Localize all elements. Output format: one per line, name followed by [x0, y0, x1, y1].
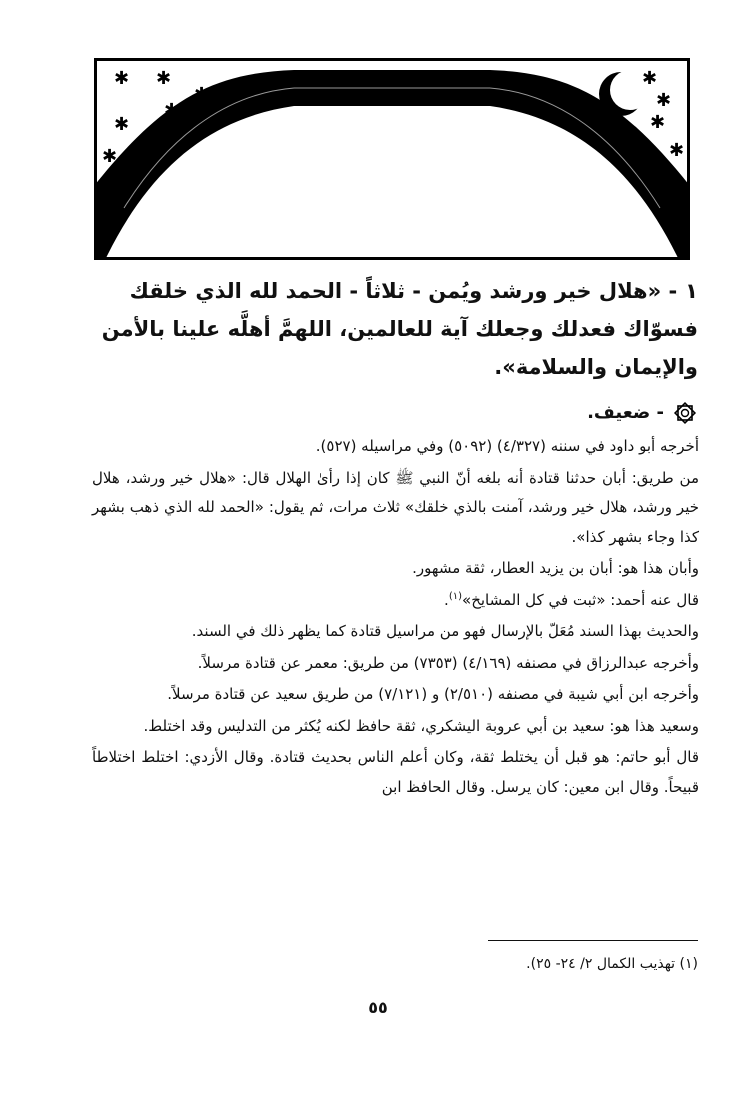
paragraph: من طريق: أبان حدثنا قتادة أنه بلغه أنّ النبي ﷺ كان إذا رأىٰ الهلال قال: «هلال خير ورشد، هلال خير ورشد، هلال خير ورشد، آمنت بالذي خلقك» ثلاث مرات، ثم يقول: «الحمد لله الذي ذهب بشهر كذا وجاء بشهر كذا». [92, 468, 699, 546]
grading-line [80, 398, 698, 428]
svg-text:✱: ✱ [114, 114, 130, 135]
octagram-marker-icon [672, 400, 698, 426]
paragraph: والحديث بهذا السند مُعَلّ بالإرسال فهو من مراسيل قتادة كما يظهر ذلك في السند. [191, 622, 699, 640]
svg-text:✱: ✱ [642, 68, 658, 89]
svg-text:✱: ✱ [102, 146, 118, 167]
footnote-marker: (١) [679, 956, 698, 972]
paragraph: وسعيد هذا هو: سعيد بن أبي عروبة اليشكري، ثقة حافظ لكنه يُكثر من التدليس وقد اختلط. [143, 716, 699, 735]
svg-text:✱: ✱ [164, 100, 180, 121]
paragraph: وأخرجه ابن أبي شيبة في مصنفه (٢/٥١٠) و (٧/١٢١) من طريق سعيد عن قتادة مرسلاً. [167, 685, 699, 703]
svg-text:✱: ✱ [194, 84, 210, 105]
svg-text:✱: ✱ [669, 140, 685, 161]
header-ornament [94, 58, 690, 260]
quote-text: قال عنه أحمد: «ثبت في كل المشايخ» [462, 590, 699, 609]
grading-label: - ضعيف. [587, 402, 664, 423]
svg-text:✱: ✱ [114, 68, 130, 89]
commentary [92, 432, 699, 802]
paragraph: وأخرجه عبدالرزاق في مصنفه (٤/١٦٩) (٧٣٥٣) من طريق: معمر عن قتادة مرسلاً. [197, 653, 699, 672]
paragraph: أخرجه أبو داود في سننه (٤/٣٢٧) (٥٠٩٢) وفي مراسيله (٥٢٧). [315, 437, 699, 455]
svg-text:✱: ✱ [650, 112, 666, 133]
paragraph: وأبان هذا هو: أبان بن يزيد العطار، ثقة مشهور. [412, 559, 699, 577]
footnote [300, 950, 698, 978]
svg-text:✱: ✱ [656, 90, 672, 111]
hadith-number: ١ [685, 279, 698, 303]
quote-end: . [444, 590, 449, 609]
footnote-divider [488, 940, 698, 941]
paragraph-quote [92, 586, 699, 616]
footnote-text: تهذيب الكمال ٢/ ٢٤- ٢٥). [526, 956, 676, 972]
page-number: ٥٥ [368, 998, 388, 1017]
svg-text:✱: ✱ [156, 68, 172, 89]
hadith-text [80, 272, 698, 386]
paragraph: قال أبو حاتم: هو قبل أن يختلط ثقة، وكان أعلم الناس بحديث قتادة. وقال الأزدي: اختلط اختلاطاً قبيحاً. وقال ابن معين: كان يرسل. وقال الحافظ ابن [92, 748, 699, 796]
footnote-reference[interactable]: (١) [448, 590, 463, 602]
svg-text:✱: ✱ [152, 124, 168, 145]
hadith-body: - «هلال خير ورشد ويُمن - ثلاثاً - الحمد لله الذي خلقك فسوّاك فعدلك وجعلك آية للعالمين، اللهمَّ أهلَّه علينا بالأمن والإيمان والسلامة». [101, 279, 698, 379]
